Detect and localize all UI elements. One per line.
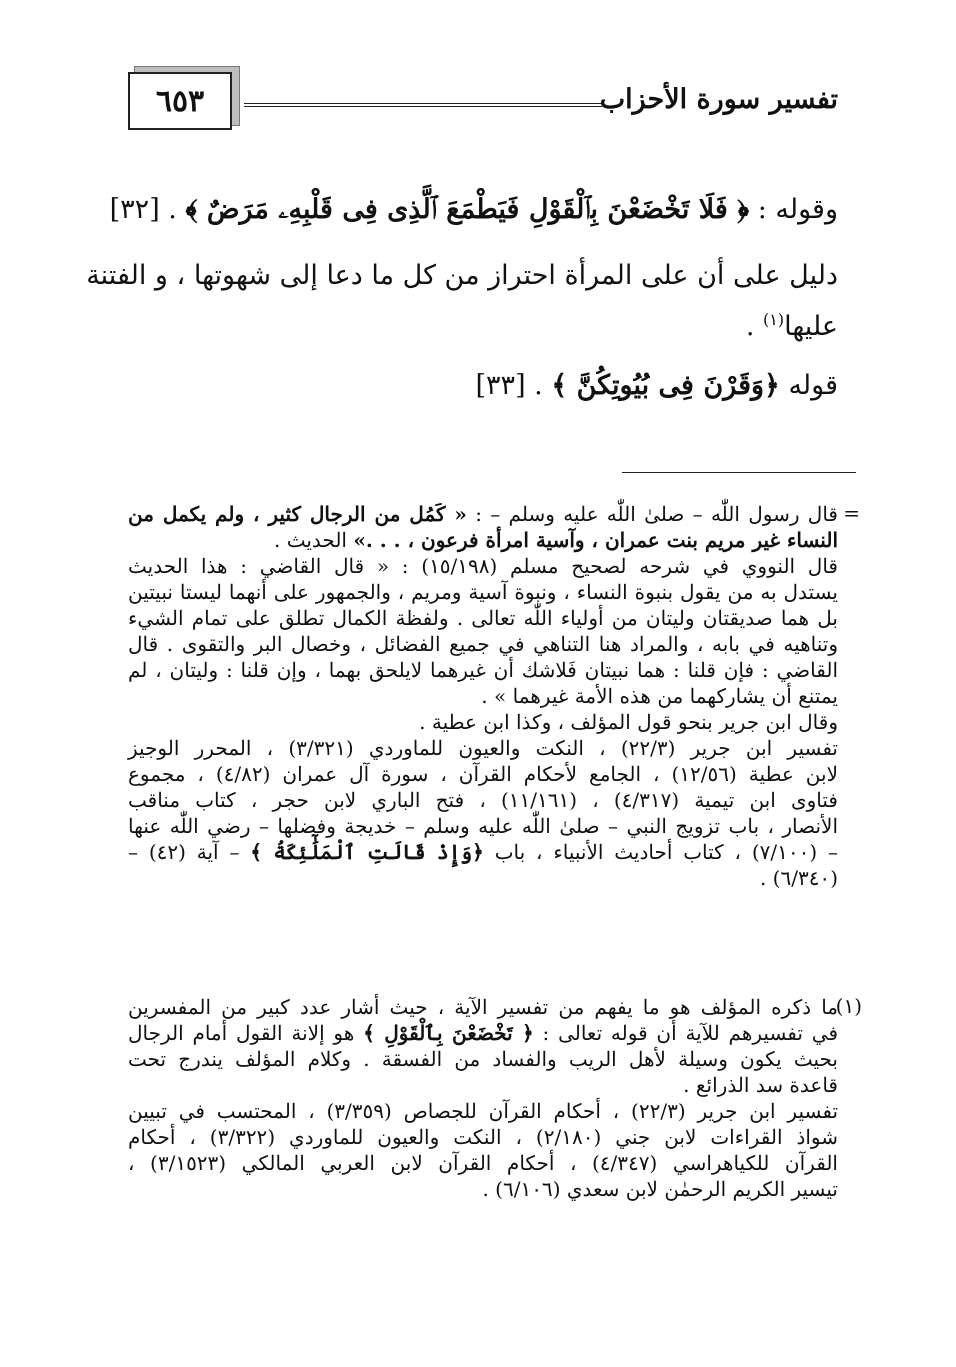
main-line-2: دليل على أن على المرأة احتراز من كل ما دعا إلى شهوتها ، و الفتنة [86, 260, 838, 291]
line1-prefix: وقوله : [749, 194, 838, 225]
fn-line: وتناهيه في بابه ، والمراد هنا التناهي في جميع الفضائل ، وخصال البر والتقوى . قال [128, 632, 838, 656]
verse-number-33: . [٣٣] [475, 370, 552, 401]
footnote-1 [128, 994, 862, 1202]
fn-line: بحيث يكون وسيلة لأهل الريب والفساد من الفسقة . وكلام المؤلف يندرج تحت [128, 1047, 838, 1071]
footnote-1-marker[interactable]: (١) [835, 994, 862, 1018]
fn-line: تفسير ابن جرير (٢٢/٣) ، النكت والعيون للماوردي (٣/٣٢١) ، المحرر الوجيز [128, 736, 839, 760]
main-line-4 [476, 370, 839, 401]
fn-line: النساء غير مريم بنت عمران ، وآسية امرأة فرعون ، . . .» الحديث . [273, 528, 838, 552]
line3-suffix: . [745, 311, 764, 342]
fn-line: لابن عطية (١٢/٥٦) ، الجامع لأحكام القرآن ، سورة آل عمران (٤/٨٢) ، مجموع [128, 762, 838, 786]
fn-line: قال النووي في شرحه لصحيح مسلم (١٥/١٩٨) : « قال القاضي : هذا الحديث [128, 554, 838, 578]
quran-verse-33: ﴿وَقَرْنَ فِى بُيُوتِكُنَّ ﴾ [551, 370, 780, 401]
fn-line: شواذ القراءات لابن جني (٢/١٨٠) ، النكت والعيون للماوردي (٣/٣٢٢) ، أحكام [128, 1125, 838, 1149]
fn-line: ما ذكره المؤلف هو ما يفهم من تفسير الآية ، حيث أشار عدد كبير من المفسرين [128, 995, 838, 1019]
quran-verse-32: ﴿ فَلَا تَخْضَعْنَ بِٱلْقَوْلِ فَيَطْمَعَ ٱلَّذِى فِى قَلْبِهِۦ مَرَضٌ ﴾ [185, 194, 750, 225]
fn-line: القرآن للكياهراسي (٤/٣٤٧) ، أحكام القرآن لابن العربي المالكي (٣/١٥٢٣) ، [128, 1151, 838, 1175]
page-number: ٦٥٣ [128, 72, 232, 130]
footnote-continuation [128, 501, 860, 891]
verse-number-32: . [٣٢] [109, 194, 186, 225]
footnote-ref-1[interactable]: (١) [763, 310, 785, 329]
continuation-marker: = [843, 501, 860, 525]
fn-line: تفسير ابن جرير (٢٢/٣) ، أحكام القرآن للجصاص (٣/٣٥٩) ، المحتسب في تبيين [128, 1099, 839, 1123]
running-title: تفسير سورة الأحزاب [599, 84, 838, 115]
line3-text: عليها [784, 311, 838, 342]
fn-line: فتاوى ابن تيمية (٤/٣١٧) ، (١١/١٦١) ، فتح الباري لابن حجر ، كتاب مناقب [128, 788, 838, 812]
fn-line: القاضي : فإن قلنا : هما نبيتان فَلاشك أن غيرهما لايلحق بهما ، وإن قلنا : وليتان ، لم [128, 658, 838, 682]
footnote-divider [622, 472, 856, 473]
fn-line: قاعدة سد الذرائع . [683, 1073, 838, 1097]
line4-prefix: قوله [779, 370, 838, 401]
header-rule [244, 103, 602, 107]
fn-line: وقال ابن جرير بنحو قول المؤلف ، وكذا ابن عطية . [419, 710, 838, 734]
fn-line: قال رسول اللّٰه – صلىٰ اللّٰه عليه وسلم – : « كَمُل من الرجال كثير ، ولم يكمل من [128, 502, 838, 526]
fn-line: الأنصار ، باب تزويج النبي – صلىٰ اللّٰه عليه وسلم – خديجة وفضلها – رضي اللّٰه عنها [128, 814, 838, 838]
main-line-3 [746, 310, 838, 342]
fn-line: يمتنع أن يشاركهما من هذه الأمة غيرهما » . [481, 684, 838, 708]
fn-line: (٦/٣٤٠) . [759, 866, 838, 890]
fn-line: بل هما صديقتان وليتان من أولياء اللّٰه تعالى . ولفظة الكمال تطلق على تمام الشيء [128, 606, 838, 630]
fn-line: – (٧/١٠٠) ، كتاب أحاديث الأنبياء ، باب ﴿وَإِذْ قَالَتِ ٱلْمَلَٰٓئِكَةُ ﴾ – آية (٤٢) – [128, 840, 838, 864]
page-number-box [128, 66, 238, 130]
fn-line: تيسير الكريم الرحمٰن لابن سعدي (٦/١٠٦) . [482, 1177, 838, 1201]
fn-line: يستدل به من يقول بنبوة النساء ، ونبوة آسية ومريم ، والجمهور على أنهما ليستا نبيتين [128, 580, 838, 604]
main-line-1 [110, 194, 838, 226]
fn-line: في تفسيرهم للآية أن قوله تعالى : ﴿ تَخْضَعْنَ بِٱلْقَوْلِ ﴾ هو إلانة القول أمام الرجال [128, 1021, 839, 1045]
